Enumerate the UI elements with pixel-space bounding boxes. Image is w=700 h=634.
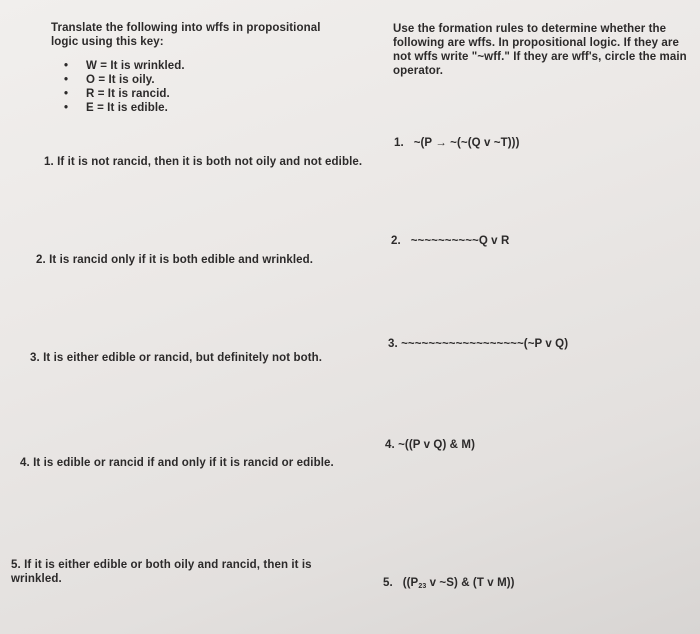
key-item-w: • W = It is wrinkled. — [64, 59, 264, 73]
right-question-5 — [383, 576, 643, 594]
formula-text: ~((P v Q) & M) — [398, 439, 475, 451]
question-text: It is edible or rancid if and only if it is rancid or edible. — [33, 457, 334, 469]
right-question-4 — [385, 438, 635, 452]
right-question-2 — [391, 234, 641, 248]
right-instructions: Use the formation rules to determine whether the following are wffs. In propositional logic. If they are not wffs write "~wff." If they are wff's, circle the main operator. — [393, 23, 687, 77]
question-number: 4. — [20, 457, 30, 469]
left-question-4 — [20, 456, 360, 470]
question-number: 4. — [385, 439, 395, 451]
question-number: 2. — [391, 235, 401, 247]
left-question-2 — [36, 253, 366, 267]
formula-text: ~(P → ~(~(Q v ~T))) — [413, 137, 520, 149]
left-question-5 — [11, 558, 326, 586]
question-text: It is rancid only if it is both edible and wrinkled. — [49, 254, 314, 266]
question-text: If it is either edible or both oily and rancid, then it is wrinkled. — [11, 559, 312, 585]
left-question-3 — [30, 351, 360, 365]
formula-part: ((P — [402, 577, 419, 589]
question-number: 5. — [383, 577, 393, 589]
question-text: It is either edible or rancid, but definitely not both. — [43, 352, 323, 364]
right-question-1 — [394, 136, 644, 150]
key-item-e: • E = It is edible. — [64, 101, 264, 115]
left-instructions: Translate the following into wffs in propositional logic using this key: — [51, 22, 321, 48]
key-item-r: • R = It is rancid. — [64, 87, 264, 101]
formula-subscript: 23 — [418, 583, 427, 590]
formula-text — [403, 577, 515, 589]
question-number: 3. — [388, 338, 398, 350]
formula-text: ~~~~~~~~~~Q v R — [410, 235, 510, 247]
key-list — [64, 59, 264, 115]
question-number: 5. — [11, 559, 21, 571]
formula-part: v ~S) & (T v M)) — [426, 577, 515, 589]
question-number: 1. — [44, 156, 54, 168]
question-number: 2. — [36, 254, 46, 266]
left-question-1 — [44, 155, 374, 169]
question-text: If it is not rancid, then it is both not oily and not edible. — [57, 156, 363, 168]
right-question-3 — [388, 337, 668, 351]
key-item-o: • O = It is oily. — [64, 73, 264, 87]
formula-text: ~~~~~~~~~~~~~~~~~~(~P v Q) — [401, 338, 569, 350]
question-number: 1. — [394, 137, 404, 149]
question-number: 3. — [30, 352, 40, 364]
